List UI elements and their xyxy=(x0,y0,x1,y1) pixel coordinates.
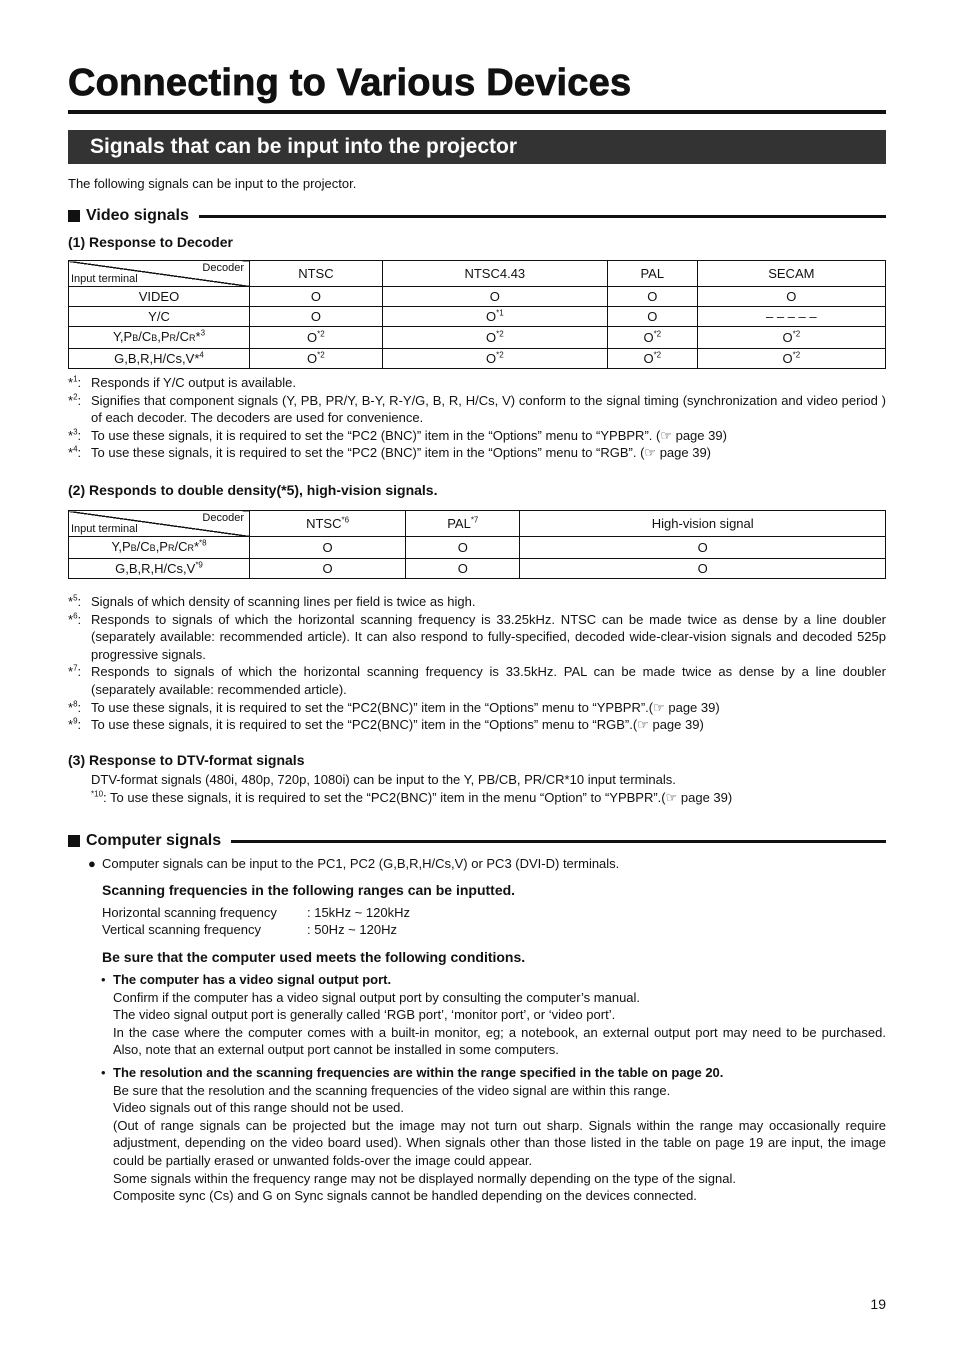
double-density-table xyxy=(68,510,886,579)
label-part: Y,P xyxy=(112,329,133,344)
page-title: Connecting to Various Devices xyxy=(68,62,632,104)
double-density-heading: (2) Responds to double density(*5), high-vision signals. xyxy=(68,482,438,498)
footnote-text: Signals of which density of scanning lines per field is twice as high. xyxy=(91,594,476,609)
computer-signals-heading xyxy=(68,832,886,850)
scan-block xyxy=(102,882,886,939)
double-density-notes xyxy=(68,593,886,734)
condition-title: The computer has a video signal output port. xyxy=(113,972,392,987)
footnote-mark: 3 xyxy=(200,328,206,338)
label-part: * xyxy=(195,329,201,344)
footnote-mark: *$^8$: xyxy=(68,699,82,715)
label-part: B xyxy=(151,333,158,343)
label-part: /C xyxy=(176,329,190,344)
column-header: NTSC4.43 xyxy=(382,261,607,287)
v-freq-label: Vertical scanning frequency xyxy=(102,922,261,938)
table-cell: O xyxy=(250,537,406,559)
cell-value: O xyxy=(485,330,497,345)
table-cell: O xyxy=(520,537,886,559)
table-cell: O xyxy=(607,287,697,307)
table-cell xyxy=(382,307,607,327)
section-bar xyxy=(68,130,886,164)
dtv-note: $^{*10}$: To use these signals, it is required to set the “PC2(BNC)” item in the menu “Option” to “YPBPR”.(☞ page 39) xyxy=(91,789,733,805)
condition-line: (Out of range signals can be projected but the image may not turn out sharp. Signals within the range may occasionally require adjustment, depending on the video board used). When signals other than those listed in the table on page 19 are input, the image could be partially erased or unwanted folds-over the image could appear. xyxy=(113,1117,886,1168)
decoder-notes xyxy=(68,374,886,462)
row-label: $G,B,R,H/Cs,V^{*9}$ xyxy=(69,559,250,579)
footnote-text: Responds if Y/C output is available. xyxy=(91,375,296,390)
table-row xyxy=(69,559,886,579)
condition-line: Some signals within the frequency range may not be displayed normally depending on the type of the signal. xyxy=(113,1170,736,1186)
footnote-mark: *$^4$: xyxy=(68,445,82,461)
condition-line: In the case where the computer comes with a built-in monitor, eg; a notebook, an external output port may need to be purchased. Also, note that an external output port cannot be installed in some computers. xyxy=(113,1024,886,1058)
conditions-block xyxy=(102,949,886,971)
footnote-mark: *$^7$: xyxy=(68,664,82,680)
footnote-text: To use these signals, it is required to set the “PC2(BNC)” item in the “Options” menu to “YPBPR”.(☞ page 39) xyxy=(91,699,720,715)
table-cell: O xyxy=(250,307,383,327)
condition-1 xyxy=(101,971,886,1059)
column-header: NTSC xyxy=(250,261,383,287)
row-label xyxy=(69,349,250,369)
footnote xyxy=(68,392,886,427)
footnote-mark: *$^3$: xyxy=(68,427,82,443)
condition-line: The video signal output port is generally called ‘RGB port’, ‘monitor port’, or ‘video port’. xyxy=(113,1007,616,1023)
table-header-row xyxy=(69,261,886,287)
dtv-block xyxy=(91,771,886,806)
table-cell xyxy=(697,349,885,369)
square-bullet-icon xyxy=(68,210,80,222)
column-header: PAL$^{*7}$ xyxy=(406,511,520,537)
label-part: /C xyxy=(138,329,152,344)
footnote-mark: *$^6$: xyxy=(68,611,82,627)
footnote-mark: *$^9$: xyxy=(68,716,82,733)
footnote-text: Responds to signals of which the horizontal scanning frequency is 33.5kHz. PAL can be made twice as dense by a line doubler (separately available: recommended article). xyxy=(91,664,886,697)
h-freq-value: : 15kHz ~ 120kHz xyxy=(307,904,410,920)
cell-value: O xyxy=(307,330,318,345)
footnote-mark: *2 xyxy=(496,350,504,360)
label-part: R xyxy=(189,333,196,343)
footnote xyxy=(68,663,886,698)
row-label: VIDEO xyxy=(69,287,250,307)
column-header: PAL xyxy=(607,261,697,287)
condition-2 xyxy=(101,1064,886,1205)
footnote xyxy=(68,699,886,717)
table-cell xyxy=(607,327,697,349)
table-cell: O xyxy=(697,287,885,307)
footnote-text: Signifies that component signals (Y, PB, PR/Y, B-Y, R-Y/G, B, R, H/Cs, V) conform to the signal timing (synchronization and video period ) of each decoder. The decoders are used for convenience. xyxy=(91,392,886,426)
label-part: R xyxy=(169,333,177,343)
label-part: B xyxy=(132,333,139,343)
footnote-mark: *$^2$: xyxy=(68,392,82,408)
table-cell xyxy=(697,327,885,349)
v-freq-row xyxy=(102,921,886,939)
title-rule xyxy=(68,110,886,114)
condition-title: The resolution and the scanning frequencies are within the range specified in the table on page 20. xyxy=(113,1065,724,1080)
cell-value: O xyxy=(643,351,654,366)
condition-line: Video signals out of this range should not be used. xyxy=(113,1100,405,1116)
scan-heading: Scanning frequencies in the following ranges can be inputted. xyxy=(102,882,516,898)
table-cell xyxy=(250,327,383,349)
footnote-mark: *2 xyxy=(496,329,504,339)
column-header: High-vision signal xyxy=(520,511,886,537)
decoder-table xyxy=(68,260,886,369)
cell-value: O xyxy=(485,351,497,366)
footnote-mark: *1 xyxy=(496,308,504,318)
decoder-heading: (1) Response to Decoder xyxy=(68,234,233,250)
table-row xyxy=(69,327,886,349)
bullet-icon: • xyxy=(101,972,106,987)
corner-input-label: Input terminal xyxy=(71,273,138,285)
footnote xyxy=(68,444,886,462)
section-title: Signals that can be input into the projector xyxy=(90,135,518,158)
footnote xyxy=(68,374,886,392)
corner-decoder-label: Decoder xyxy=(202,512,244,524)
footnote xyxy=(68,716,886,734)
table-header-row xyxy=(69,511,886,537)
footnote-mark: *2 xyxy=(792,329,801,339)
video-signals-label: Video signals xyxy=(86,207,189,224)
footnote-mark: *2 xyxy=(317,350,325,360)
table-cell xyxy=(382,349,607,369)
footnote xyxy=(68,593,886,611)
condition-line: Confirm if the computer has a video signal output port by consulting the computer’s manual. xyxy=(113,989,641,1005)
table-cell xyxy=(250,349,383,369)
cell-value: O xyxy=(485,309,497,324)
bullet-icon: ● xyxy=(88,856,96,871)
table-row xyxy=(69,349,886,369)
heading-rule xyxy=(199,215,886,218)
table-cell xyxy=(382,327,607,349)
footnote-mark: *$^5$: xyxy=(68,593,82,609)
footnote-text: To use these signals, it is required to set the “PC2 (BNC)” item in the “Options” menu to “RGB”. (☞ page 39) xyxy=(91,445,712,461)
table-row xyxy=(69,287,886,307)
table-row xyxy=(69,537,886,559)
column-header: NTSC$^{*6}$ xyxy=(250,511,406,537)
cell-value: O xyxy=(782,330,793,345)
corner-decoder-label: Decoder xyxy=(202,262,244,274)
column-header: SECAM xyxy=(697,261,885,287)
footnote xyxy=(68,611,886,664)
square-bullet-icon xyxy=(68,835,80,847)
table-cell: O xyxy=(406,537,520,559)
computer-bullet xyxy=(88,855,886,873)
computer-signals-label: Computer signals xyxy=(86,832,222,849)
table-cell: O xyxy=(406,559,520,579)
table-cell: O xyxy=(607,307,697,327)
dtv-heading: (3) Response to DTV-format signals xyxy=(68,752,305,768)
row-label: Y/C xyxy=(69,307,250,327)
table-corner-cell xyxy=(69,511,250,537)
footnote-text: To use these signals, it is required to set the “PC2(BNC)” item in the “Options” menu to “RGB”.(☞ page 39) xyxy=(91,717,704,733)
footnote-text: To use these signals, it is required to set the “PC2 (BNC)” item in the “Options” menu to “YPBPR”. (☞ page 39) xyxy=(91,427,727,443)
table-corner-cell xyxy=(69,261,250,287)
footnote-mark: *2 xyxy=(653,350,662,360)
table-cell: O xyxy=(382,287,607,307)
intro-text: The following signals can be input to the projector. xyxy=(68,176,357,191)
table-cell: O xyxy=(250,287,383,307)
cell-value: O xyxy=(307,351,318,366)
table-cell: O xyxy=(520,559,886,579)
table-cell: O xyxy=(250,559,406,579)
footnote-mark: 4 xyxy=(199,350,204,360)
condition-line: Be sure that the resolution and the scanning frequencies of the video signal are within this range. xyxy=(113,1082,671,1098)
label-part: ,P xyxy=(157,329,170,344)
cell-value: O xyxy=(782,351,793,366)
dtv-text: DTV-format signals (480i, 480p, 720p, 1080i) can be input to the Y, PB/CB, PR/CR*10 input terminals. xyxy=(91,772,676,787)
h-freq-label: Horizontal scanning frequency xyxy=(102,904,277,920)
page-number: 19 xyxy=(870,1296,886,1312)
heading-rule xyxy=(231,840,886,843)
video-signals-heading xyxy=(68,207,886,225)
corner-input-label: Input terminal xyxy=(71,523,138,535)
table-cell xyxy=(607,349,697,369)
row-label xyxy=(69,327,250,349)
footnote-mark: *$^1$: xyxy=(68,374,82,390)
footnote-mark: *2 xyxy=(653,329,662,339)
table-cell: – – – – – xyxy=(697,307,885,327)
computer-bullet-text: Computer signals can be input to the PC1, PC2 (G,B,R,H/Cs,V) or PC3 (DVI-D) terminals. xyxy=(102,856,620,871)
label-part: G,B,R,H/Cs,V* xyxy=(114,351,200,366)
h-freq-row xyxy=(102,904,886,922)
cell-value: O xyxy=(643,330,654,345)
condition-line: Composite sync (Cs) and G on Sync signals cannot be handled depending on the devices connected. xyxy=(113,1188,697,1204)
footnote xyxy=(68,427,886,445)
footnote-mark: *2 xyxy=(317,329,325,339)
v-freq-value: : 50Hz ~ 120Hz xyxy=(307,922,397,938)
footnote-text: Responds to signals of which the horizontal scanning frequency is 33.25kHz. NTSC can be made twice as dense by a line doubler (separately available: recommended article). It can also respond to fully-specified, decoded wide-clear-vision signals and decoded 525p progressive signals. xyxy=(91,611,886,662)
table-row xyxy=(69,307,886,327)
conditions-heading: Be sure that the computer used meets the following conditions. xyxy=(102,949,526,965)
footnote-mark: *2 xyxy=(792,350,801,360)
row-label: Y,PB/CB,PR/CR*$^{*8}$ xyxy=(69,537,250,559)
bullet-icon: • xyxy=(101,1065,106,1080)
